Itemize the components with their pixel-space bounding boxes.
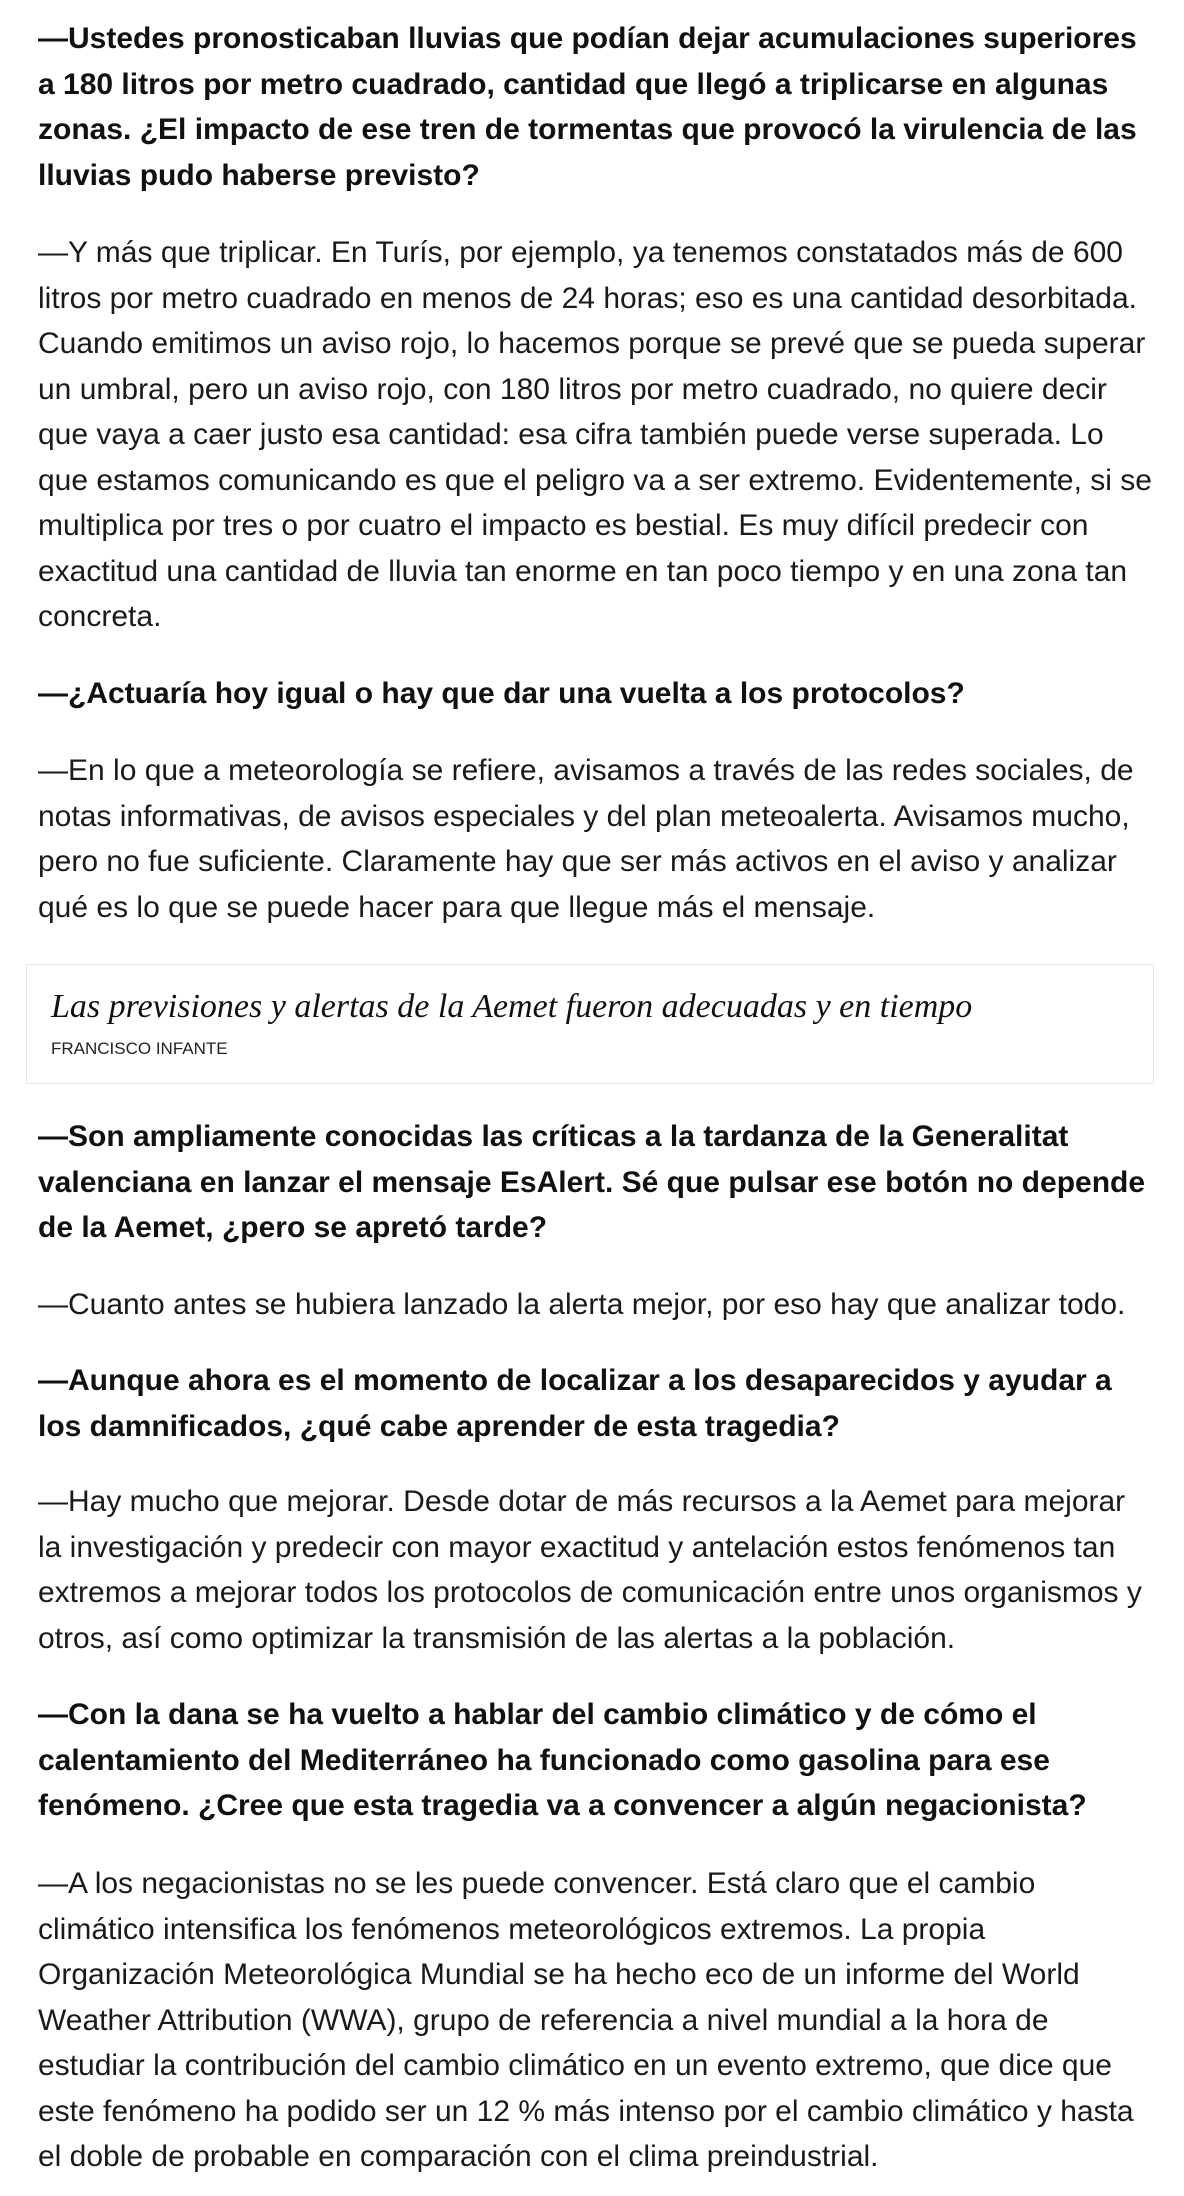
interview-answer: —En lo que a meteorología se refiere, avisamos a través de las redes sociales, de notas informativas, de avisos especiales y del plan meteoalerta. Avisamos mucho, pero no fue suficiente. Claramente hay que ser más activos en el aviso y analizar qué es lo que se puede hacer para que llegue más el mensaje. <box>38 754 1134 924</box>
interview-answer: —Cuanto antes se hubiera lanzado la alerta mejor, por eso hay que analizar todo. <box>38 1288 1126 1321</box>
interview-question: —Ustedes pronosticaban lluvias que podían dejar acumulaciones superiores a 180 litros por metro cuadrado, cantidad que llegó a triplicarse en algunas zonas. ¿El impacto de ese tren de tormentas que provocó la virulencia de las lluvias pudo haberse previsto? <box>38 22 1137 192</box>
pull-quote-author: FRANCISCO INFANTE <box>51 1039 228 1058</box>
interview-question: —Son ampliamente conocidas las críticas a la tardanza de la Generalitat valenciana en lanzar el mensaje EsAlert. Sé que pulsar ese botón no depende de la Aemet, ¿pero se apretó tarde? <box>38 1120 1146 1244</box>
interview-question: —Con la dana se ha vuelto a hablar del cambio climático y de cómo el calentamiento del Mediterráneo ha funcionado como gasolina para ese fenómeno. ¿Cree que esta tragedia va a convencer a algún negacionista? <box>38 1698 1087 1822</box>
interview-answer: —Y más que triplicar. En Turís, por ejemplo, ya tenemos constatados más de 600 litros por metro cuadrado en menos de 24 horas; eso es una cantidad desorbitada. Cuando emitimos un aviso rojo, lo hacemos porque se prevé que se pueda superar un umbral, pero un aviso rojo, con 180 litros por metro cuadrado, no quiere decir que vaya a caer justo esa cantidad: esa cifra también puede verse superada. Lo que estamos comunicando es que el peligro va a ser extremo. Evidentemente, si se multiplica por tres o por cuatro el impacto es bestial. Es muy difícil predecir con exactitud una cantidad de lluvia tan enorme en tan poco tiempo y en una zona tan concreta. <box>38 236 1152 633</box>
pull-quote-text: Las previsiones y alertas de la Aemet fueron adecuadas y en tiempo <box>51 988 973 1025</box>
interview-question: —¿Actuaría hoy igual o hay que dar una vuelta a los protocolos? <box>38 677 965 710</box>
interview-question: —Aunque ahora es el momento de localizar a los desaparecidos y ayudar a los damnificados, ¿qué cabe aprender de esta tragedia? <box>38 1364 1112 1443</box>
interview-answer: —A los negacionistas no se les puede convencer. Está claro que el cambio climático intensifica los fenómenos meteorológicos extremos. La propia Organización Meteorológica Mundial se ha hecho eco de un informe del World Weather Attribution (WWA), grupo de referencia a nivel mundial a la hora de estudiar la contribución del cambio climático en un evento extremo, que dice que este fenómeno ha podido ser un 12 % más intenso por el cambio climático y hasta el doble de probable en comparación con el clima preindustrial. <box>38 1867 1134 2173</box>
interview-answer: —Hay mucho que mejorar. Desde dotar de más recursos a la Aemet para mejorar la investigación y predecir con mayor exactitud y antelación estos fenómenos tan extremos a mejorar todos los protocolos de comunicación entre unos organismos y otros, así como optimizar la transmisión de las alertas a la población. <box>38 1485 1142 1655</box>
pull-quote <box>26 964 1154 1084</box>
